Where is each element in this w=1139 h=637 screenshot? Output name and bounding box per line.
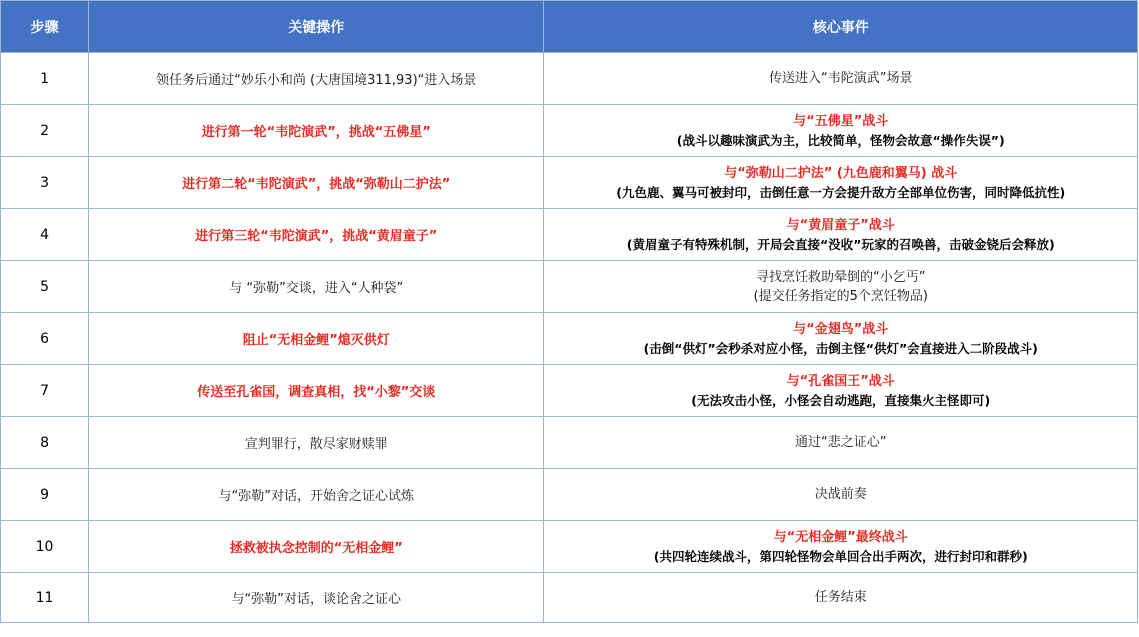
- core-event: [544, 365, 1138, 417]
- step-number: 5: [1, 261, 89, 313]
- step-number: 9: [1, 469, 89, 521]
- core-event: [544, 417, 1138, 469]
- step-number: 3: [1, 157, 89, 209]
- event-text: 传送进入“韦陀演武”场景: [768, 71, 913, 86]
- event-note: (九色鹿、翼马可被封印，击倒任意一方会提升敌方全部单位伤害，同时降低抗性): [616, 184, 1066, 200]
- event-title: 与“黄眉童子”战斗: [786, 217, 895, 233]
- step-number: 11: [1, 573, 89, 623]
- key-action: 传送至孔雀国，调查真相，找“小黎”交谈: [89, 365, 544, 417]
- table-row: [1, 573, 1138, 623]
- core-event: [544, 573, 1138, 623]
- key-action: 领任务后通过“妙乐小和尚 (大唐国境311,93)“进入场景: [89, 53, 544, 105]
- event-note: (战斗以趣味演武为主，比较简单，怪物会故意“操作失误”): [676, 132, 1005, 148]
- event-text: 寻找烹饪救助晕倒的“小乞丐”: [755, 269, 926, 285]
- event-title: 与“金翅鸟”战斗: [793, 321, 889, 337]
- step-number: 6: [1, 313, 89, 365]
- table-row: [1, 417, 1138, 469]
- key-action: 与“弥勒”对话，谈论舍之证心: [89, 573, 544, 623]
- table-header-row: [1, 1, 1138, 53]
- key-action: 拯救被执念控制的“无相金鲤”: [89, 521, 544, 573]
- step-number: 2: [1, 105, 89, 157]
- event-note: (无法攻击小怪，小怪会自动逃跑，直接集火主怪即可): [691, 392, 991, 408]
- key-action: 进行第一轮“韦陀演武”，挑战“五佛星”: [89, 105, 544, 157]
- key-action: 与“弥勒”对话，开始舍之证心试炼: [89, 469, 544, 521]
- core-event: [544, 521, 1138, 573]
- table-row: [1, 365, 1138, 417]
- step-number: 1: [1, 53, 89, 105]
- event-text: (提交任务指定的5个烹饪物品): [753, 288, 928, 304]
- table-body: [1, 53, 1138, 623]
- table-row: [1, 261, 1138, 313]
- core-event: [544, 53, 1138, 105]
- event-title: 与“孔雀国王”战斗: [786, 373, 895, 389]
- step-number: 10: [1, 521, 89, 573]
- event-note: (黄眉童子有特殊机制，开局会直接“没收”玩家的召唤兽，击破金铙后会释放): [626, 236, 1055, 252]
- header-action: 关键操作: [89, 1, 544, 53]
- core-event: [544, 313, 1138, 365]
- core-event: [544, 261, 1138, 313]
- core-event: [544, 157, 1138, 209]
- event-text: 决战前奏: [814, 487, 867, 502]
- event-text: 通过“悲之证心”: [794, 435, 887, 450]
- key-action: 与 “弥勒”交谈，进入“人种袋”: [89, 261, 544, 313]
- step-number: 4: [1, 209, 89, 261]
- key-action: 进行第二轮“韦陀演武”，挑战“弥勒山二护法”: [89, 157, 544, 209]
- table-row: [1, 53, 1138, 105]
- event-note: (共四轮连续战斗，第四轮怪物会单回合出手两次，进行封印和群秒): [653, 548, 1028, 564]
- header-step: 步骤: [1, 1, 89, 53]
- core-event: [544, 469, 1138, 521]
- core-event: [544, 209, 1138, 261]
- event-title: 与“无相金鲤”最终战斗: [773, 529, 908, 545]
- event-title: 与“五佛星”战斗: [793, 113, 889, 129]
- event-text: 任务结束: [814, 590, 867, 605]
- table-row: [1, 157, 1138, 209]
- table-row: [1, 521, 1138, 573]
- event-note: (击倒“供灯”会秒杀对应小怪，击倒主怪“供灯”会直接进入二阶段战斗): [643, 340, 1038, 356]
- event-title: 与“弥勒山二护法” (九色鹿和翼马) 战斗: [724, 165, 958, 181]
- core-event: [544, 105, 1138, 157]
- key-action: 阻止“无相金鲤”熄灭供灯: [89, 313, 544, 365]
- header-event: 核心事件: [544, 1, 1138, 53]
- table-row: [1, 209, 1138, 261]
- table-row: [1, 105, 1138, 157]
- key-action: 宣判罪行，散尽家财赎罪: [89, 417, 544, 469]
- step-number: 8: [1, 417, 89, 469]
- table-row: [1, 469, 1138, 521]
- step-number: 7: [1, 365, 89, 417]
- table-row: [1, 313, 1138, 365]
- key-action: 进行第三轮“韦陀演武”，挑战“黄眉童子”: [89, 209, 544, 261]
